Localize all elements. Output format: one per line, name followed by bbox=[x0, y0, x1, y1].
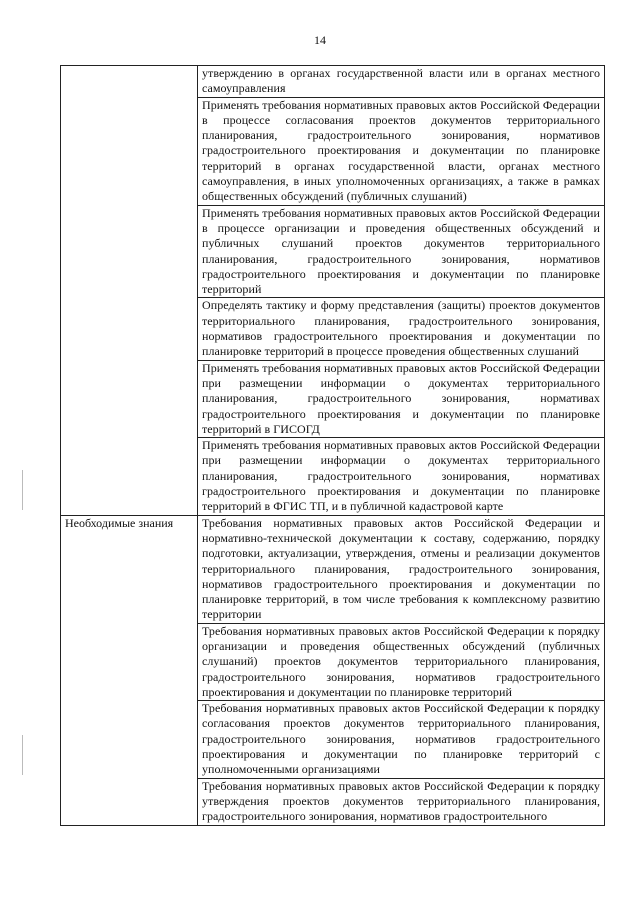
requirement-cell: Определять тактику и форму представления (защиты) проектов документов территориального планирования, градостроительного зонирования, нормативов градостроительного проектирования и документации по планировке территорий в процессе проведения общественных слушаний bbox=[198, 298, 605, 360]
requirement-cell: Применять требования нормативных правовых актов Российской Федерации при размещении информации о документах территориального планирования, градостроительного зонирования, нормативах градостроительного проектирования и документации по планировке территорий в ФГИС ТП, и в публичной кадастровой карте bbox=[198, 438, 605, 515]
requirement-cell: Применять требования нормативных правовых актов Российской Федерации в процессе согласования проектов документов территориального планирования, градостроительного зонирования, нормативов градостроительного проектирования и документации по планировке территорий в органах государственной власти, органах местного самоуправления, в иных уполномоченных организациях, а также в рамках общественных обсуждений (публичных слушаний) bbox=[198, 97, 605, 205]
requirement-cell: Требования нормативных правовых актов Российской Федерации к порядку организации и проведения общественных обсуждений (публичных слушаний) проектов документов территориального планирования, градостроительного зонирования, нормативов градостроительного проектирования и документации по планировке территорий bbox=[198, 623, 605, 700]
requirement-cell: Требования нормативных правовых актов Российской Федерации и нормативно-технической документации к составу, содержанию, порядку подготовки, актуализации, утверждения, отмены и реализации документов территориального планирования, градостроительного зонирования, нормативов градостроительного проектирования и документации по планировке территорий, в том числе требования к комплексному развитию территории bbox=[198, 515, 605, 623]
page-number: 14 bbox=[314, 33, 326, 47]
requirement-cell: Применять требования нормативных правовых актов Российской Федерации в процессе организации и проведения общественных обсуждений и публичных слушаний проектов документов территориального планирования, градостроительного зонирования, нормативов градостроительного проектирования и документации по планировке территорий bbox=[198, 205, 605, 298]
row-label-cell bbox=[61, 66, 198, 516]
requirement-cell: Применять требования нормативных правовых актов Российской Федерации при размещении информации о документах территориального планирования, градостроительного зонирования, нормативах градостроительного проектирования и документации по планировке территорий в ГИСОГД bbox=[198, 360, 605, 437]
requirement-cell: Требования нормативных правовых актов Российской Федерации к порядку согласования проектов документов территориального планирования, градостроительного зонирования, нормативов градостроительного проектирования и документации по планировке территорий с уполномоченными организациями bbox=[198, 701, 605, 778]
requirement-cell: утверждению в органах государственной власти или в органах местного самоуправления bbox=[198, 66, 605, 98]
scan-margin-mark bbox=[22, 735, 23, 775]
competency-table bbox=[60, 65, 605, 826]
table-row bbox=[61, 66, 605, 98]
requirement-cell: Требования нормативных правовых актов Российской Федерации к порядку утверждения проектов документов территориального планирования, градостроительного зонирования, нормативов градостроительного bbox=[198, 778, 605, 825]
scan-margin-mark bbox=[22, 470, 23, 510]
table-row bbox=[61, 515, 605, 623]
required-knowledge-label: Необходимые знания bbox=[61, 515, 198, 825]
